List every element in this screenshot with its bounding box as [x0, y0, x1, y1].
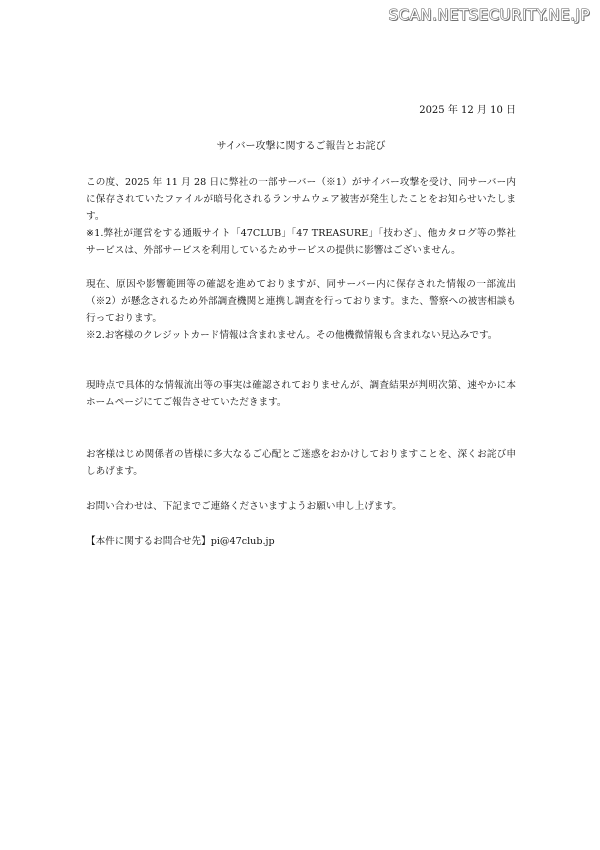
document-page [86, 0, 516, 850]
paragraph-inquiry: お問い合わせは、下記までご連絡くださいますようお願い申し上げます。 [86, 501, 402, 512]
paragraph-apology: お客様はじめ関係者の皆様に多大なるご心配とご迷惑をおかけしておりますことを、深くお詫び申しあげます。 [86, 449, 516, 477]
paragraph-incident: この度、2025 年 11 月 28 日に弊社の一部サーバー（※1）がサイバー攻撃を受け、同サーバー内に保存されていたファイルが暗号化されるランサムウェア被害が発生したことをお知らせいたします。 ※1.弊社が運営をする通販サイト「47CLUB」「47 TREASURE」「技わざ」、他カタログ等の弊社サービスは、外部サービスを利用しているためサービスの提供に影響はございません。 [86, 177, 516, 256]
paragraph-status: 現時点で具体的な情報流出等の事実は確認されておりませんが、調査結果が判明次第、速やかに本ホームページにてご報告させていただきます。 [86, 380, 516, 408]
contact-line: 【本件に関するお問合せ先】pi@47club.jp [86, 536, 275, 547]
document-date: 2025 年 12 月 10 日 [419, 105, 516, 116]
document-title: サイバー攻撃に関するご報告とお詫び [216, 141, 386, 152]
paragraph-investigation: 現在、原因や影響範囲等の確認を進めておりますが、同サーバー内に保存された情報の一部流出（※2）が懸念されるため外部調査機関と連携し調査を行っております。また、警察への被害相談も行っております。 ※2.お客様のクレジットカード情報は含まれません。その他機微情報も含まれない見込みです。 [86, 279, 516, 341]
site-watermark: SCAN.NETSECURITY.NE.JP [388, 6, 590, 24]
